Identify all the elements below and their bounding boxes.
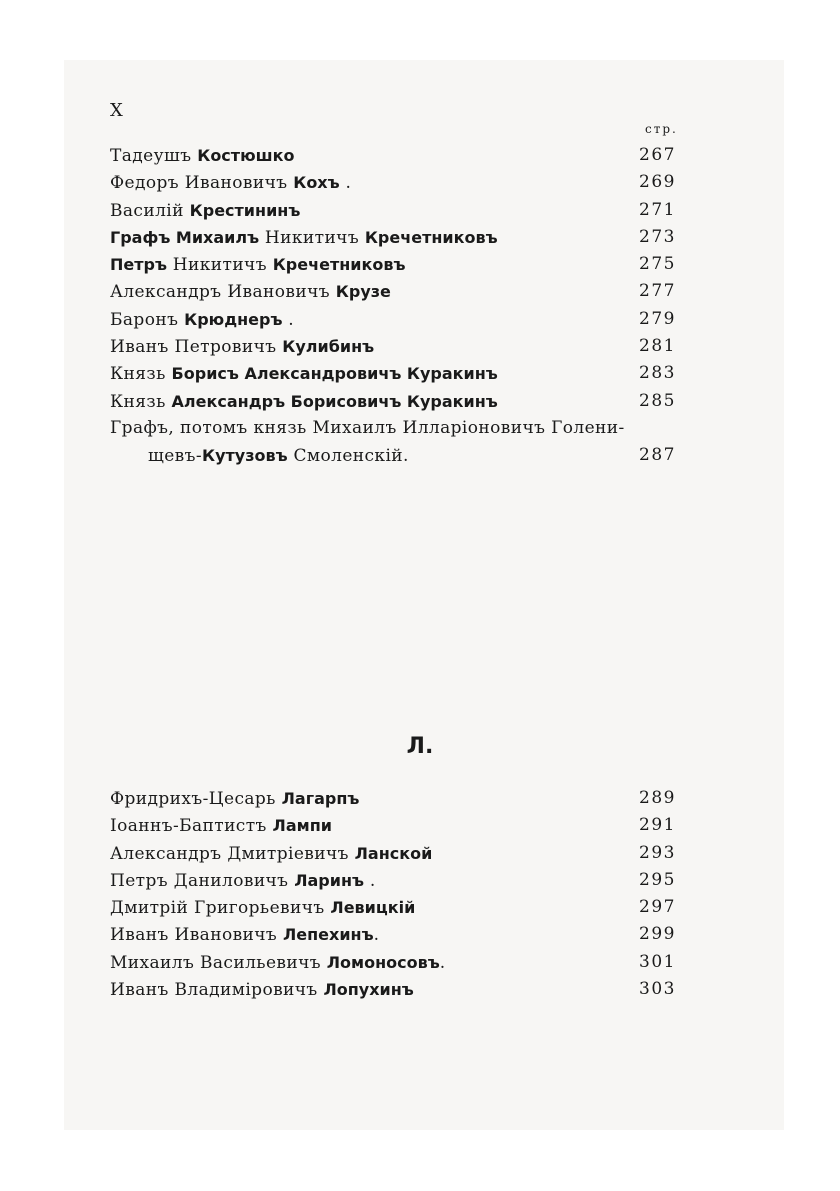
toc-entry [0,360,840,387]
entry-text: Князь [110,364,172,385]
entry-name [110,867,376,895]
entry-surname: Лепехинъ [282,925,374,945]
toc-entry [0,867,840,894]
toc-entry [0,278,840,305]
entry-page-number: 281 [639,336,676,357]
toc-entry [0,976,840,1003]
entry-page-number: 295 [639,869,676,890]
entry-page-number: 297 [639,897,676,918]
entry-name [110,415,625,442]
entry-text: Графъ, потомъ князь Михаилъ Илларіоновичъ Голени- [110,417,625,438]
entry-surname: Кулибинъ [282,337,375,357]
entry-surname: Крюднеръ [184,309,283,329]
entry-page-number: 283 [639,363,676,384]
toc-entry [0,388,840,415]
entry-surname: Александръ Борисовичъ Куракинъ [171,391,498,411]
entry-page-number: 285 [639,390,676,411]
entry-name [110,197,300,225]
toc-entry [0,840,840,867]
toc-entry [0,333,840,360]
entry-page-number: 301 [639,951,676,972]
entry-name [110,278,391,306]
entry-surname: Кутузовъ [202,446,288,466]
toc-entry [0,224,840,251]
toc-entry [0,142,840,169]
toc-entry [0,442,840,469]
section-heading: Л. [406,734,434,759]
entry-name [110,812,332,840]
entry-surname: Крестининъ [189,200,301,220]
entry-name [110,306,294,334]
toc-entry [0,169,840,196]
entry-text: . [364,870,376,891]
entry-text: Александръ Дмитріевичъ [110,843,355,864]
entry-page-number: 303 [639,979,676,1000]
entry-name [110,976,414,1004]
entry-page-number: 279 [639,308,676,329]
entry-surname: Левицкій [330,898,416,918]
toc-entry [0,415,840,442]
entry-surname: Борисъ Александровичъ Куракинъ [171,364,498,384]
entry-text: Смоленскій. [287,446,409,467]
toc-entry [0,894,840,921]
entry-surname: Кречетниковъ [364,227,498,247]
entry-page-number: 271 [639,199,676,220]
entry-text: . [282,309,295,330]
toc-entry [0,812,840,839]
entry-page-number: 299 [639,924,676,945]
entry-name [110,360,498,388]
entry-surname: Петръ [110,255,167,275]
entry-text: . [373,925,380,946]
page-number: X [110,100,124,121]
entry-surname: Лампи [272,816,332,836]
entry-name [110,785,359,813]
toc-section-l [0,785,840,1003]
entry-page-number: 269 [639,172,676,193]
entry-surname: Ломоносовъ [326,952,440,972]
entry-text: . [339,173,352,194]
entry-name [110,388,498,416]
page-column-header: стр. [645,122,678,136]
entry-surname: Графъ Михаилъ [110,227,260,247]
entry-text: Иванъ Ивановичъ [110,925,283,946]
entry-text: Тадеушъ [110,146,198,166]
entry-text: щевъ- [148,446,202,467]
entry-surname: Кречетниковъ [272,255,406,275]
entry-text: Фридрихъ-Цесарь [110,789,282,809]
entry-name [110,224,498,252]
entry-surname: Кохъ [293,173,340,193]
entry-page-number: 293 [639,842,676,863]
toc-entry [0,949,840,976]
entry-text: Князь [110,391,172,412]
entry-text: Иванъ Петровичъ [110,337,283,358]
toc-entry [0,306,840,333]
entry-surname: Лагарпъ [281,789,360,808]
entry-text: Баронъ [110,309,185,330]
entry-text: Федоръ Ивановичъ [110,173,294,194]
entry-name [110,169,351,197]
entry-surname: Ланской [354,843,433,863]
entry-text: Дмитрій Григорьевичъ [110,898,331,919]
toc-entry [0,197,840,224]
entry-text: Василій [110,200,190,221]
entry-text: Александръ Ивановичъ [110,282,336,303]
entry-page-number: 291 [639,815,676,836]
entry-page-number: 275 [639,254,676,275]
entry-page-number: 289 [639,788,676,808]
entry-text: Петръ Даниловичъ [110,870,295,891]
entry-text: . [439,952,446,973]
toc-entry [0,251,840,278]
entry-name [110,921,379,949]
entry-name [110,894,415,922]
entry-page-number: 273 [639,226,676,247]
entry-surname: Ларинъ [294,870,365,890]
toc-section-k [0,142,840,470]
entry-text: Никитичъ [259,227,365,248]
entry-page-number: 287 [639,445,676,466]
entry-name [110,251,405,279]
entry-text: Михаилъ Васильевичъ [110,952,327,973]
entry-surname: Крузе [335,282,391,302]
toc-entry [0,921,840,948]
entry-text: Никитичъ [167,255,273,276]
entry-page-number: 277 [639,281,676,302]
entry-text: Иванъ Владиміровичъ [110,980,324,1001]
entry-name [110,949,446,977]
entry-name [110,142,294,170]
entry-name [110,333,374,361]
entry-name [148,442,409,470]
entry-page-number: 267 [639,145,676,165]
entry-surname: Костюшко [197,146,295,165]
entry-name [110,840,432,868]
toc-entry [0,785,840,812]
entry-text: Іоаннъ-Баптистъ [110,816,273,837]
entry-surname: Лопухинъ [323,980,414,1000]
